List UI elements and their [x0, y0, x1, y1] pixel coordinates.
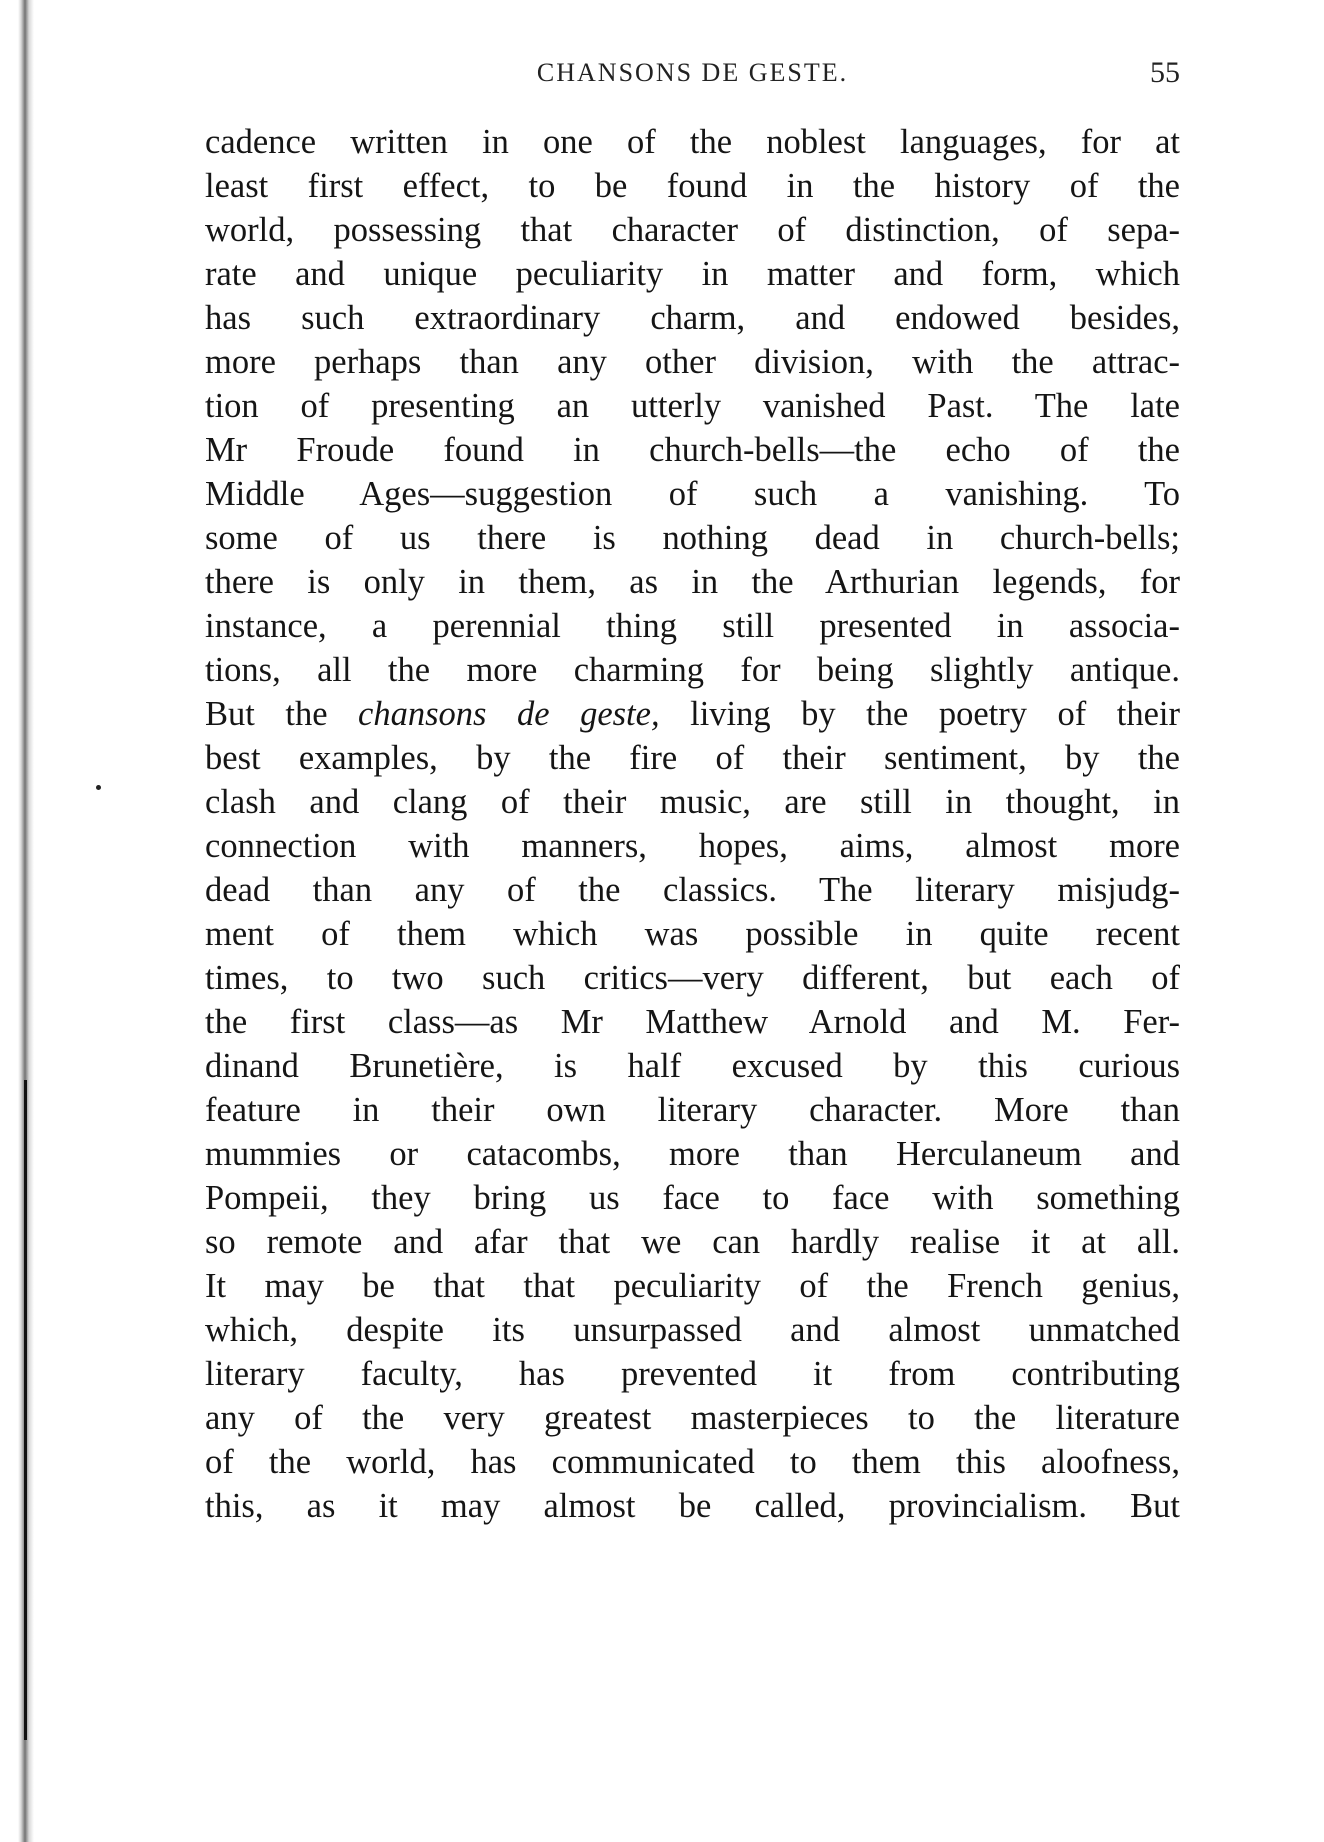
text-line: Middle Ages—suggestion of such a vanishing. To	[205, 475, 1180, 513]
text-line-with-italic	[205, 692, 1180, 736]
binding-edge	[18, 0, 34, 1842]
text-line: there is only in them, as in the Arthurian legends, for	[205, 563, 1180, 601]
text-line: tion of presenting an utterly vanished Past. The late	[205, 387, 1180, 425]
text-line: connection with manners, hopes, aims, almost more	[205, 827, 1180, 865]
text-line: best examples, by the fire of their sentiment, by the	[205, 739, 1180, 777]
text-line: has such extraordinary charm, and endowed besides,	[205, 299, 1180, 337]
text-run: living by the poetry of their	[659, 695, 1180, 733]
text-run: But the	[205, 695, 359, 733]
text-line: clash and clang of their music, are still in thought, in	[205, 783, 1180, 821]
text-line: the first class—as Mr Matthew Arnold and M. Fer-	[205, 1003, 1180, 1041]
text-line: of the world, has communicated to them this aloofness,	[205, 1443, 1180, 1481]
text-line: which, despite its unsurpassed and almost unmatched	[205, 1311, 1180, 1349]
text-line: tions, all the more charming for being slightly antique.	[205, 651, 1180, 689]
text-line: literary faculty, has prevented it from contributing	[205, 1355, 1180, 1393]
running-head	[205, 58, 1180, 98]
text-line: more perhaps than any other division, with the attrac-	[205, 343, 1180, 381]
text-line: mummies or catacombs, more than Herculaneum and	[205, 1135, 1180, 1173]
text-line: Mr Froude found in church-bells—the echo of the	[205, 431, 1180, 469]
text-line: feature in their own literary character. More than	[205, 1091, 1180, 1129]
text-line: least first effect, to be found in the history of the	[205, 167, 1180, 205]
text-line: rate and unique peculiarity in matter and form, which	[205, 255, 1180, 293]
ink-speck	[96, 785, 101, 790]
text-line: ment of them which was possible in quite recent	[205, 915, 1180, 953]
body-text	[205, 120, 1180, 1528]
text-line: dinand Brunetière, is half excused by this curious	[205, 1047, 1180, 1085]
text-line: so remote and afar that we can hardly realise it at all.	[205, 1223, 1180, 1261]
text-line: times, to two such critics—very different, but each of	[205, 959, 1180, 997]
text-line: some of us there is nothing dead in church-bells;	[205, 519, 1180, 557]
running-title: CHANSONS DE GESTE.	[536, 58, 849, 87]
text-line: instance, a perennial thing still presented in associa-	[205, 607, 1180, 645]
text-line: cadence written in one of the noblest languages, for at	[205, 123, 1180, 161]
text-line: It may be that that peculiarity of the French genius,	[205, 1267, 1180, 1305]
text-line: this, as it may almost be called, provincialism. But	[205, 1487, 1180, 1525]
text-line: any of the very greatest masterpieces to the literature	[205, 1399, 1180, 1437]
text-line: Pompeii, they bring us face to face with something	[205, 1179, 1180, 1217]
text-line: world, possessing that character of distinction, of sepa-	[205, 211, 1180, 249]
italic-title: chansons de geste,	[358, 695, 660, 733]
text-line: dead than any of the classics. The literary misjudg-	[205, 871, 1180, 909]
page-number: 55	[1150, 56, 1180, 89]
